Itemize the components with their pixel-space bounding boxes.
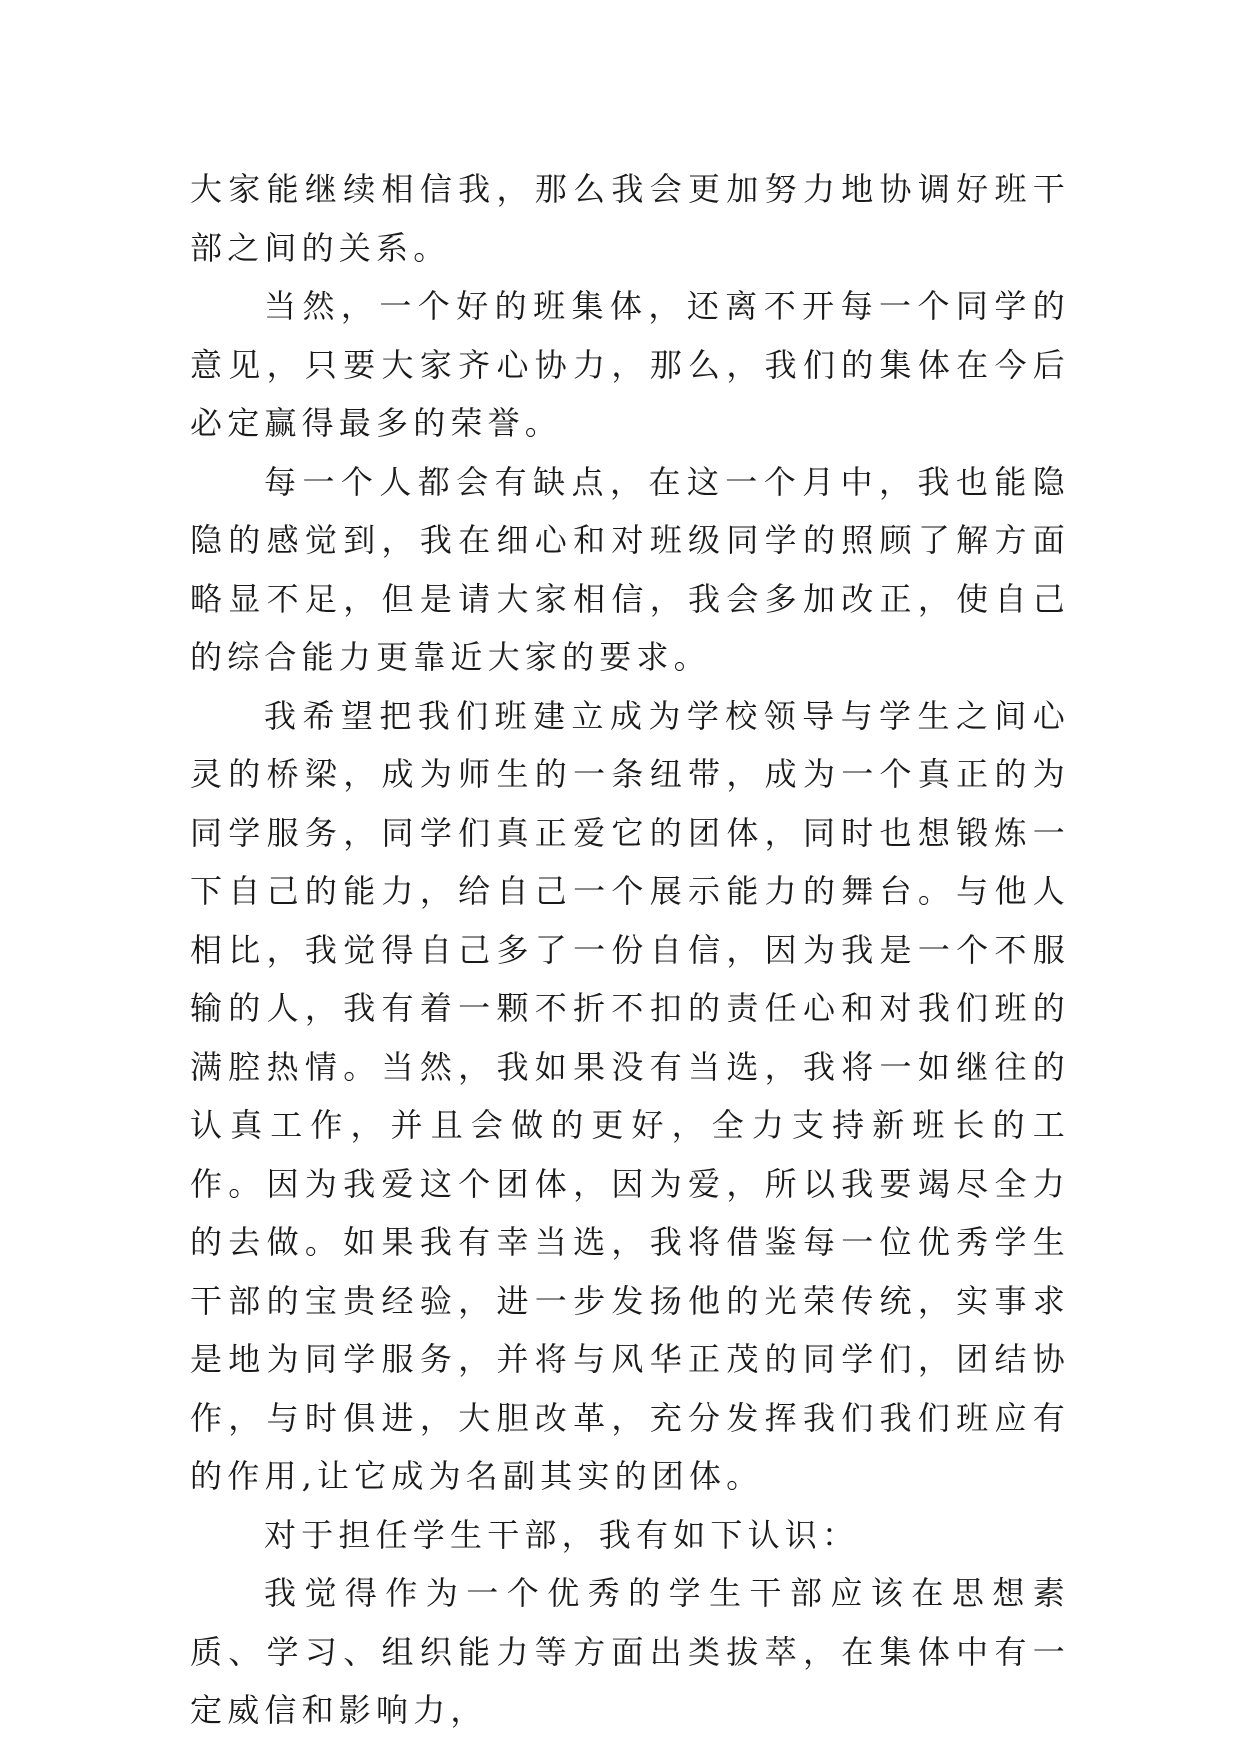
paragraph-2: 当然，一个好的班集体，还离不开每一个同学的意见，只要大家齐心协力，那么，我们的集体在今后必定赢得最多的荣誉。	[190, 287, 1070, 442]
paragraph-1: 大家能继续相信我，那么我会更加努力地协调好班干部之间的关系。	[190, 170, 1070, 267]
document-body	[190, 160, 1070, 1740]
paragraph-6: 我觉得作为一个优秀的学生干部应该在思想素质、学习、组织能力等方面出类拔萃，在集体中有一定威信和影响力，	[190, 1574, 1070, 1729]
paragraph-3: 每一个人都会有缺点，在这一个月中，我也能隐隐的感觉到，我在细心和对班级同学的照顾了解方面略显不足，但是请大家相信，我会多加改正，使自己的综合能力更靠近大家的要求。	[190, 462, 1070, 676]
paragraph-5: 对于担任学生干部，我有如下认识：	[264, 1515, 860, 1554]
paragraph-4: 我希望把我们班建立成为学校领导与学生之间心灵的桥梁，成为师生的一条纽带，成为一个真正的为同学服务，同学们真正爱它的团体，同时也想锻炼一下自己的能力，给自己一个展示能力的舞台。与他人相比，我觉得自己多了一份自信，因为我是一个不服输的人，我有着一颗不折不扣的责任心和对我们班的满腔热情。当然，我如果没有当选，我将一如继往的认真工作，并且会做的更好，全力支持新班长的工作。因为我爱这个团体，因为爱，所以我要竭尽全力的去做。如果我有幸当选，我将借鉴每一位优秀学生干部的宝贵经验，进一步发扬他的光荣传统，实事求是地为同学服务，并将与风华正茂的同学们，团结协作，与时俱进，大胆改革，充分发挥我们我们班应有的作用,让它成为名副其实的团体。	[190, 696, 1070, 1495]
